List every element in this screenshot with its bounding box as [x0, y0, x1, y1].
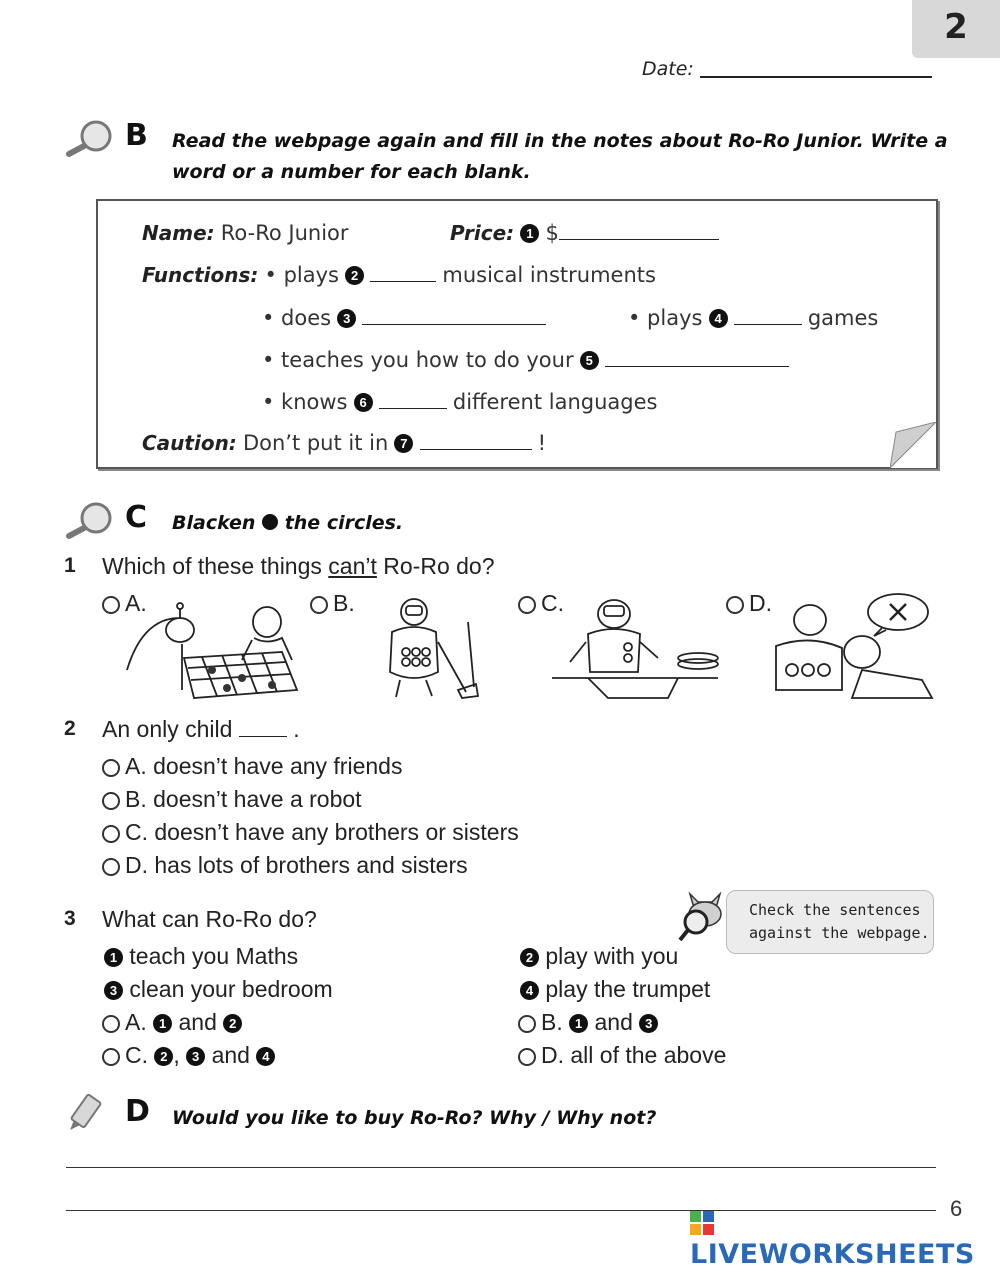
function-5-text: • knows: [262, 390, 348, 414]
radio-circle[interactable]: [102, 596, 120, 614]
q3-item-2-text: play with you: [545, 943, 679, 969]
question-3-number: 3: [64, 907, 76, 930]
and-text: and: [178, 1009, 217, 1035]
q3-item-4: [520, 976, 710, 1003]
q3-option-d[interactable]: [518, 1042, 726, 1069]
tip-callout: [726, 890, 934, 954]
q2-option-a-label: A. doesn’t have any friends: [125, 753, 403, 779]
radio-circle[interactable]: [310, 596, 328, 614]
function-3-text: • plays: [628, 306, 703, 330]
filled-circle-icon: [262, 514, 278, 530]
section-b-letter: B: [125, 118, 148, 153]
q3-option-b-label: B.: [541, 1009, 563, 1035]
caution-text: Don’t put it in: [242, 431, 389, 455]
section-d-instruction: Would you like to buy Ro-Ro? Why / Why not?: [172, 1107, 657, 1129]
question-1-text-underlined: can’t: [328, 553, 377, 579]
robot-sweeping-illustration: [378, 592, 486, 704]
pencil-icon: [64, 1090, 114, 1136]
section-d-letter: D: [125, 1094, 150, 1129]
q3-item-1-text: teach you Maths: [129, 943, 299, 969]
q3-option-c[interactable]: [102, 1042, 275, 1069]
item-number-badge: 1: [104, 948, 123, 967]
section-b-instruction-line1: Read the webpage again and fill in the notes about Ro-Ro Junior. Write a: [172, 130, 948, 152]
q3-item-2: [520, 943, 678, 970]
q2-option-d[interactable]: [102, 852, 468, 879]
section-c-instruction-post: the circles.: [284, 512, 404, 534]
function-3-blank[interactable]: [734, 306, 802, 325]
tip-line1: Check the sentences: [749, 901, 921, 919]
q3-item-1: [104, 943, 298, 970]
question-2-blank: [239, 722, 287, 737]
function-1-post: musical instruments: [442, 263, 656, 287]
cat-detective-icon: [676, 884, 732, 946]
item-number-badge: 3: [639, 1014, 658, 1033]
name-value: Ro-Ro Junior: [220, 221, 349, 245]
item-number-badge: 1: [153, 1014, 172, 1033]
number-2-badge: 2: [345, 266, 364, 285]
liveworksheets-logo: [690, 1208, 1000, 1270]
dollar-sign: $: [545, 221, 559, 245]
radio-circle[interactable]: [102, 825, 120, 843]
q2-option-d-label: D. has lots of brothers and sisters: [125, 852, 468, 878]
item-number-badge: 3: [186, 1047, 205, 1066]
q2-option-b-label: B. doesn’t have a robot: [125, 786, 362, 812]
liveworksheets-brand-text: LIVEWORKSHEETS: [690, 1239, 975, 1270]
item-number-badge: 2: [223, 1014, 242, 1033]
q3-option-a[interactable]: [102, 1009, 242, 1036]
function-5-post: different languages: [452, 390, 658, 414]
radio-circle[interactable]: [518, 1015, 536, 1033]
function-1-text: • plays: [264, 263, 339, 287]
date-input-line[interactable]: [700, 76, 932, 78]
item-number-badge: 4: [256, 1047, 275, 1066]
q3-option-d-label: D. all of the above: [541, 1042, 727, 1068]
q3-option-b[interactable]: [518, 1009, 658, 1036]
tip-line2: against the webpage.: [749, 924, 930, 942]
date-label: Date:: [642, 58, 694, 80]
radio-circle[interactable]: [102, 1015, 120, 1033]
number-3-badge: 3: [337, 309, 356, 328]
question-2-text-post: .: [293, 716, 300, 742]
q1-option-c-label: C.: [541, 590, 564, 616]
section-c-instruction: [172, 508, 403, 539]
q3-item-3: [104, 976, 333, 1003]
question-1-text-pre: Which of these things: [102, 553, 322, 579]
q2-option-c-label: C. doesn’t have any brothers or sisters: [125, 819, 519, 845]
question-1-text: [102, 553, 495, 580]
radio-circle[interactable]: [518, 596, 536, 614]
q2-option-c[interactable]: [102, 819, 519, 846]
question-2-text-pre: An only child: [102, 716, 233, 742]
function-3-post: games: [807, 306, 879, 330]
q1-option-a-label: A.: [125, 590, 147, 616]
function-1-blank[interactable]: [370, 263, 436, 282]
caution-blank[interactable]: [420, 431, 532, 450]
robot-playing-board-game-illustration: [122, 600, 308, 705]
and-text: and: [211, 1042, 250, 1068]
page-number: 6: [950, 1196, 963, 1221]
q1-option-b-label: B.: [333, 590, 355, 616]
question-2-number: 2: [64, 717, 76, 740]
function-4-text: • teaches you how to do your: [262, 348, 574, 372]
section-c-instruction-pre: Blacken: [172, 512, 256, 534]
item-number-badge: 3: [104, 981, 123, 1000]
function-5-blank[interactable]: [379, 390, 447, 409]
q3-item-4-text: play the trumpet: [545, 976, 711, 1002]
liveworksheets-icon: [690, 1211, 714, 1235]
item-number-badge: 2: [154, 1047, 173, 1066]
radio-circle[interactable]: [102, 858, 120, 876]
price-label: Price:: [450, 221, 515, 245]
item-number-badge: 2: [520, 948, 539, 967]
robot-teaching-homework-illustration: [762, 590, 946, 705]
radio-circle[interactable]: [102, 1048, 120, 1066]
robot-washing-dishes-illustration: [548, 592, 732, 704]
item-number-badge: 1: [569, 1014, 588, 1033]
section-b-instruction-line2: word or a number for each blank.: [172, 161, 531, 183]
caution-exclaim: !: [537, 431, 547, 455]
item-number-badge: 4: [520, 981, 539, 1000]
function-2-text: • does: [262, 306, 332, 330]
functions-label: Functions:: [142, 263, 259, 287]
price-blank[interactable]: [559, 221, 719, 240]
q2-option-a[interactable]: [102, 753, 402, 780]
number-7-badge: 7: [394, 434, 413, 453]
q3-option-c-label: C.: [125, 1042, 148, 1068]
q3-option-a-label: A.: [125, 1009, 147, 1035]
number-6-badge: 6: [354, 393, 373, 412]
radio-circle[interactable]: [102, 759, 120, 777]
radio-circle[interactable]: [102, 792, 120, 810]
answer-line-1[interactable]: [66, 1167, 936, 1168]
comma-text: ,: [173, 1042, 180, 1068]
page-fold-decoration: [890, 422, 936, 468]
magnifier-icon: [64, 118, 122, 158]
q2-option-b[interactable]: [102, 786, 362, 813]
function-4-blank[interactable]: [605, 348, 789, 367]
number-4-badge: 4: [709, 309, 728, 328]
caution-label: Caution:: [142, 431, 237, 455]
section-c-letter: C: [125, 500, 148, 535]
number-5-badge: 5: [580, 351, 599, 370]
name-label: Name:: [142, 221, 215, 245]
magnifier-icon: [64, 500, 122, 540]
and-text: and: [594, 1009, 633, 1035]
question-2-text: [102, 716, 300, 743]
q1-option-d-label: D.: [749, 590, 772, 616]
function-2-blank[interactable]: [362, 306, 546, 325]
q1-option-b[interactable]: [310, 590, 355, 617]
q3-item-3-text: clean your bedroom: [129, 976, 333, 1002]
radio-circle[interactable]: [518, 1048, 536, 1066]
question-1-number: 1: [64, 554, 76, 577]
question-1-text-post: Ro-Ro do?: [383, 553, 495, 579]
number-1-badge: 1: [520, 224, 539, 243]
page-tab: 2: [912, 0, 1000, 58]
question-3-text: What can Ro-Ro do?: [102, 906, 317, 932]
